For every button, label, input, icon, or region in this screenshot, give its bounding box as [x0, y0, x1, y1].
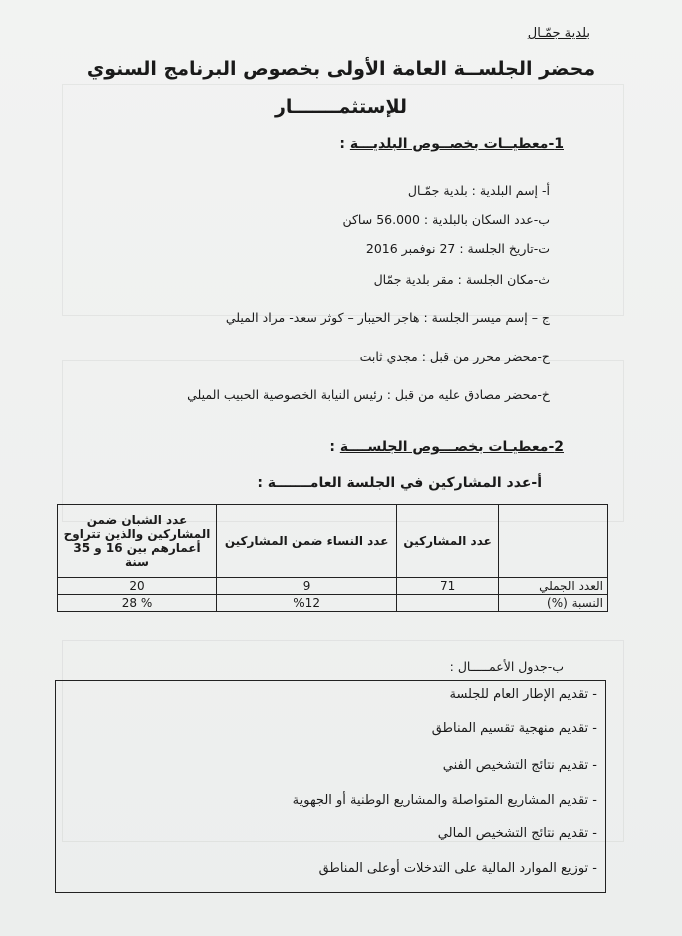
row-label-total: العدد الجملي [499, 578, 608, 595]
section1-heading [339, 136, 564, 152]
agenda-item: - توزيع الموارد المالية على التدخلات أوعلى المناطق [318, 861, 597, 876]
page-title: محضر الجلســة العامة الأولى بخصوص البرنامج السنوي [86, 58, 596, 80]
cell-percent-participants [397, 595, 499, 612]
agenda-item: - تقديم الإطار العام للجلسة [449, 687, 597, 702]
cell-total-participants: 71 [397, 578, 499, 595]
agenda-heading: ب-جدول الأعمـــــال : [449, 659, 564, 674]
section2-heading [329, 439, 564, 455]
agenda-item: - تقديم نتائج التشخيص الفني [442, 758, 597, 773]
table-header-row [58, 505, 608, 578]
cell-percent-women: %12 [217, 595, 397, 612]
cell-total-women: 9 [217, 578, 397, 595]
section1-colon: : [339, 136, 350, 152]
municipality-name: بلدية جمّـال [527, 26, 590, 41]
agenda-item: - تقديم منهجية تقسيم المناطق [431, 721, 597, 736]
info-approver: خ-محضر مصادق عليه من قبل : رئيس النيابة الخصوصية الحبيب الميلي [187, 387, 550, 402]
row-label-percent: النسبة (%) [499, 595, 608, 612]
section2-title: 2-معطيـات بخصـــوص الجلســــة [339, 439, 564, 455]
participants-heading: أ-عدد المشاركين في الجلسة العامـــــــة : [257, 475, 542, 491]
cell-percent-youth: % 28 [58, 595, 217, 612]
participants-table [57, 504, 608, 612]
info-author: ح-محضر محرر من قبل : مجدي ثابت [359, 349, 550, 364]
agenda-item: - تقديم المشاريع المتواصلة والمشاريع الوطنية أو الجهوية [292, 793, 597, 808]
section2-colon: : [329, 439, 340, 455]
table-corner-cell [499, 505, 608, 578]
info-facilitators: ج – إسم ميسر الجلسة : هاجر الحيبار – كوثر سعد- مراد الميلي [225, 310, 550, 325]
header-participants: عدد المشاركين [397, 505, 499, 578]
table-row [58, 578, 608, 595]
cell-total-youth: 20 [58, 578, 217, 595]
info-location: ث-مكان الجلسة : مقر بلدية جمّال [373, 272, 550, 287]
section1-title: 1-معطيــات بخصــوص البلديـــة [349, 136, 564, 152]
page-title-line2: للإستثمـــــــار [274, 96, 408, 118]
agenda-box [55, 680, 606, 893]
info-population: ب-عدد السكان بالبلدية : 56.000 ساكن [342, 212, 550, 227]
info-date: ت-تاريخ الجلسة : 27 نوفمبر 2016 [365, 241, 550, 256]
table-row [58, 595, 608, 612]
agenda-item: - تقديم نتائج التشخيص المالي [437, 826, 597, 841]
header-women: عدد النساء ضمن المشاركين [217, 505, 397, 578]
info-municipality: أ- إسم البلدية : بلدية جمّـال [407, 183, 550, 198]
header-youth: عدد الشبان ضمن المشاركين والذين تتراوح أعمارهم بين 16 و 35 سنة [58, 505, 217, 578]
